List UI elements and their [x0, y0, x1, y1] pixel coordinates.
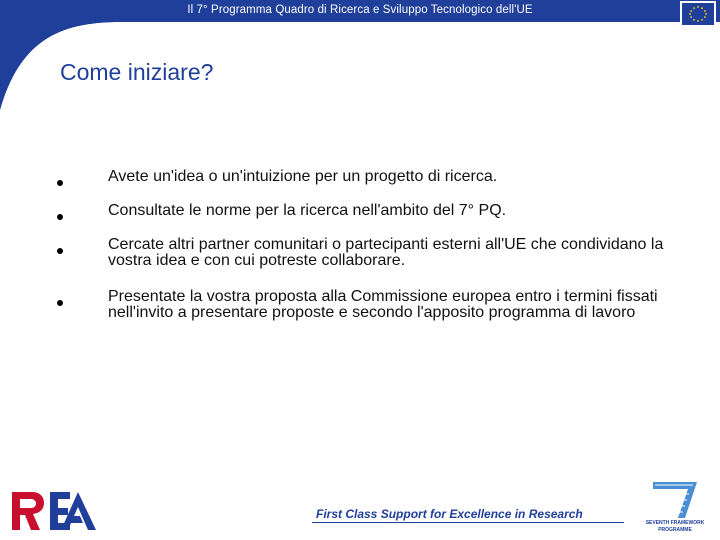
- bullet-dot-icon: [57, 300, 63, 306]
- footer-tagline: First Class Support for Excellence in Research: [316, 507, 583, 521]
- bullet-dot-icon: [57, 180, 63, 186]
- header-title: Il 7° Programma Quadro di Ricerca e Sviluppo Tecnologico dell'UE: [187, 4, 533, 16]
- rea-logo: [6, 484, 100, 532]
- header-band: [0, 0, 720, 110]
- footer-rule: [312, 522, 624, 523]
- bullet-text: Consultate le norme per la ricerca nell'ambito del 7° PQ.: [108, 202, 507, 219]
- bullet-dot-icon: [57, 214, 63, 220]
- fp7-label-line2: PROGRAMME: [658, 527, 692, 533]
- bullet-text: Avete un'idea o un'intuizione per un progetto di ricerca.: [108, 168, 498, 185]
- eu-flag-icon: [680, 1, 716, 27]
- bullet-dot-icon: [57, 248, 63, 254]
- fp7-label-line1: SEVENTH FRAMEWORK: [645, 520, 705, 526]
- bullet-text: Presentate la vostra proposta alla Commissione europea entro i termini fissati nell'invito a presentare proposte e secondo l'apposito programma di lavoro: [108, 288, 658, 321]
- bullet-text: Cercate altri partner comunitari o partecipanti esterni all'UE che condividano la vostra idea e con cui potreste collaborare.: [108, 236, 664, 269]
- page-title: Come iniziare?: [60, 59, 214, 85]
